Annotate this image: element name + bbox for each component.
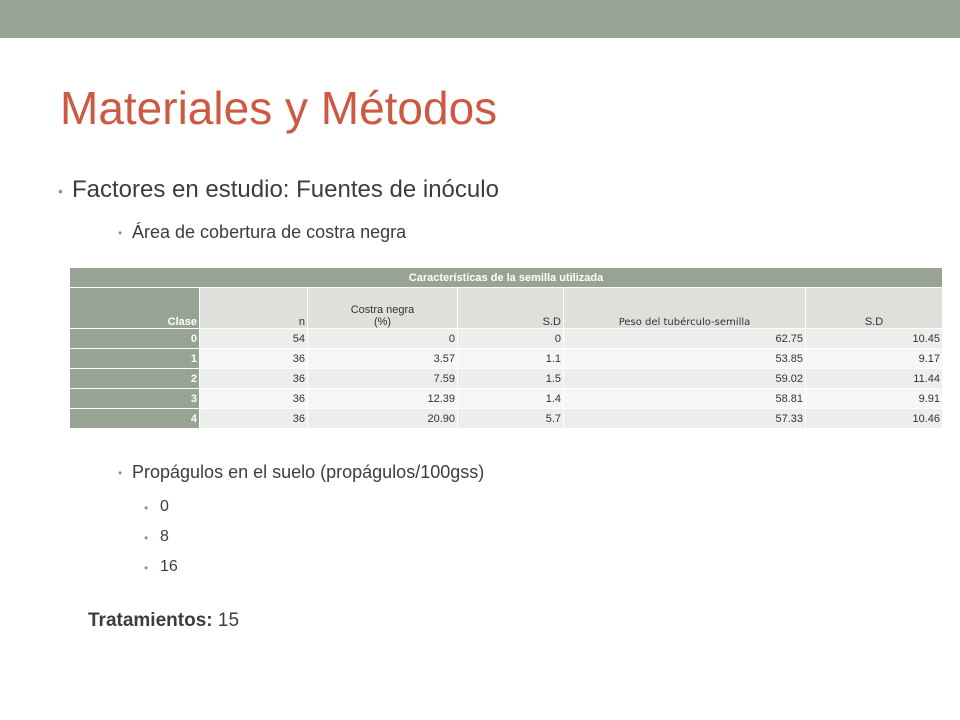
header-peso: Peso del tubérculo-semilla bbox=[564, 288, 806, 329]
cell-clase: 1 bbox=[70, 349, 200, 369]
cell-clase: 4 bbox=[70, 409, 200, 429]
table-row bbox=[70, 349, 943, 369]
sub-item bbox=[144, 498, 169, 516]
cell-sd: 0 bbox=[458, 329, 564, 349]
header-costra-line1: Costra negra bbox=[350, 304, 415, 316]
cell-peso: 58.81 bbox=[564, 389, 806, 409]
bullet-factores bbox=[58, 176, 499, 204]
cell-sd2: 11.44 bbox=[806, 369, 943, 389]
bullet-dot-icon: • bbox=[144, 531, 149, 545]
cell-clase: 3 bbox=[70, 389, 200, 409]
table-caption: Características de la semilla utilizada bbox=[70, 268, 943, 288]
bullet-dot-icon: • bbox=[118, 466, 123, 480]
cell-costra: 12.39 bbox=[308, 389, 458, 409]
cell-peso: 53.85 bbox=[564, 349, 806, 369]
cell-costra: 3.57 bbox=[308, 349, 458, 369]
cell-sd2: 9.17 bbox=[806, 349, 943, 369]
table-row bbox=[70, 369, 943, 389]
table-row bbox=[70, 409, 943, 429]
tratamientos-label: Tratamientos: bbox=[88, 610, 213, 631]
cell-clase: 0 bbox=[70, 329, 200, 349]
cell-sd2: 9.91 bbox=[806, 389, 943, 409]
sub-item bbox=[144, 558, 178, 576]
cell-sd: 5.7 bbox=[458, 409, 564, 429]
header-costra bbox=[308, 288, 458, 329]
sub-item bbox=[144, 528, 169, 546]
cell-sd: 1.5 bbox=[458, 369, 564, 389]
header-sd: S.D bbox=[458, 288, 564, 329]
sub-item-text: 0 bbox=[160, 498, 169, 515]
header-clase: Clase bbox=[70, 288, 200, 329]
sub-bullet-text: Propágulos en el suelo (propágulos/100gss) bbox=[132, 462, 485, 482]
cell-costra: 0 bbox=[308, 329, 458, 349]
slide-title: Materiales y Métodos bbox=[60, 82, 498, 134]
table-row bbox=[70, 389, 943, 409]
sub-bullet-text: Área de cobertura de costra negra bbox=[132, 222, 407, 242]
top-accent-bar bbox=[0, 0, 960, 38]
sub-item-text: 8 bbox=[160, 528, 169, 545]
cell-n: 54 bbox=[200, 329, 308, 349]
cell-n: 36 bbox=[200, 409, 308, 429]
bullet-text: Factores en estudio: Fuentes de inóculo bbox=[72, 176, 499, 203]
bullet-dot-icon: • bbox=[144, 501, 149, 515]
tratamientos-value: 15 bbox=[217, 610, 240, 631]
cell-sd: 1.4 bbox=[458, 389, 564, 409]
cell-clase: 2 bbox=[70, 369, 200, 389]
cell-n: 36 bbox=[200, 349, 308, 369]
table-header-row bbox=[70, 288, 943, 329]
table-row bbox=[70, 329, 943, 349]
header-n: n bbox=[200, 288, 308, 329]
cell-n: 36 bbox=[200, 369, 308, 389]
cell-sd2: 10.45 bbox=[806, 329, 943, 349]
cell-sd: 1.1 bbox=[458, 349, 564, 369]
header-costra-line2: (%) bbox=[373, 316, 392, 328]
cell-costra: 7.59 bbox=[308, 369, 458, 389]
bullet-dot-icon: • bbox=[144, 561, 149, 575]
cell-costra: 20.90 bbox=[308, 409, 458, 429]
bullet-dot-icon: • bbox=[58, 183, 63, 199]
cell-peso: 62.75 bbox=[564, 329, 806, 349]
header-sd2: S.D bbox=[806, 288, 943, 329]
seed-characteristics-table bbox=[70, 268, 943, 429]
cell-peso: 57.33 bbox=[564, 409, 806, 429]
sub-bullet-propagulos bbox=[118, 462, 485, 483]
cell-sd2: 10.46 bbox=[806, 409, 943, 429]
tratamientos-line bbox=[88, 610, 239, 632]
bullet-dot-icon: • bbox=[118, 226, 123, 240]
sub-bullet-area bbox=[118, 222, 407, 243]
sub-item-text: 16 bbox=[160, 558, 178, 575]
cell-peso: 59.02 bbox=[564, 369, 806, 389]
cell-n: 36 bbox=[200, 389, 308, 409]
